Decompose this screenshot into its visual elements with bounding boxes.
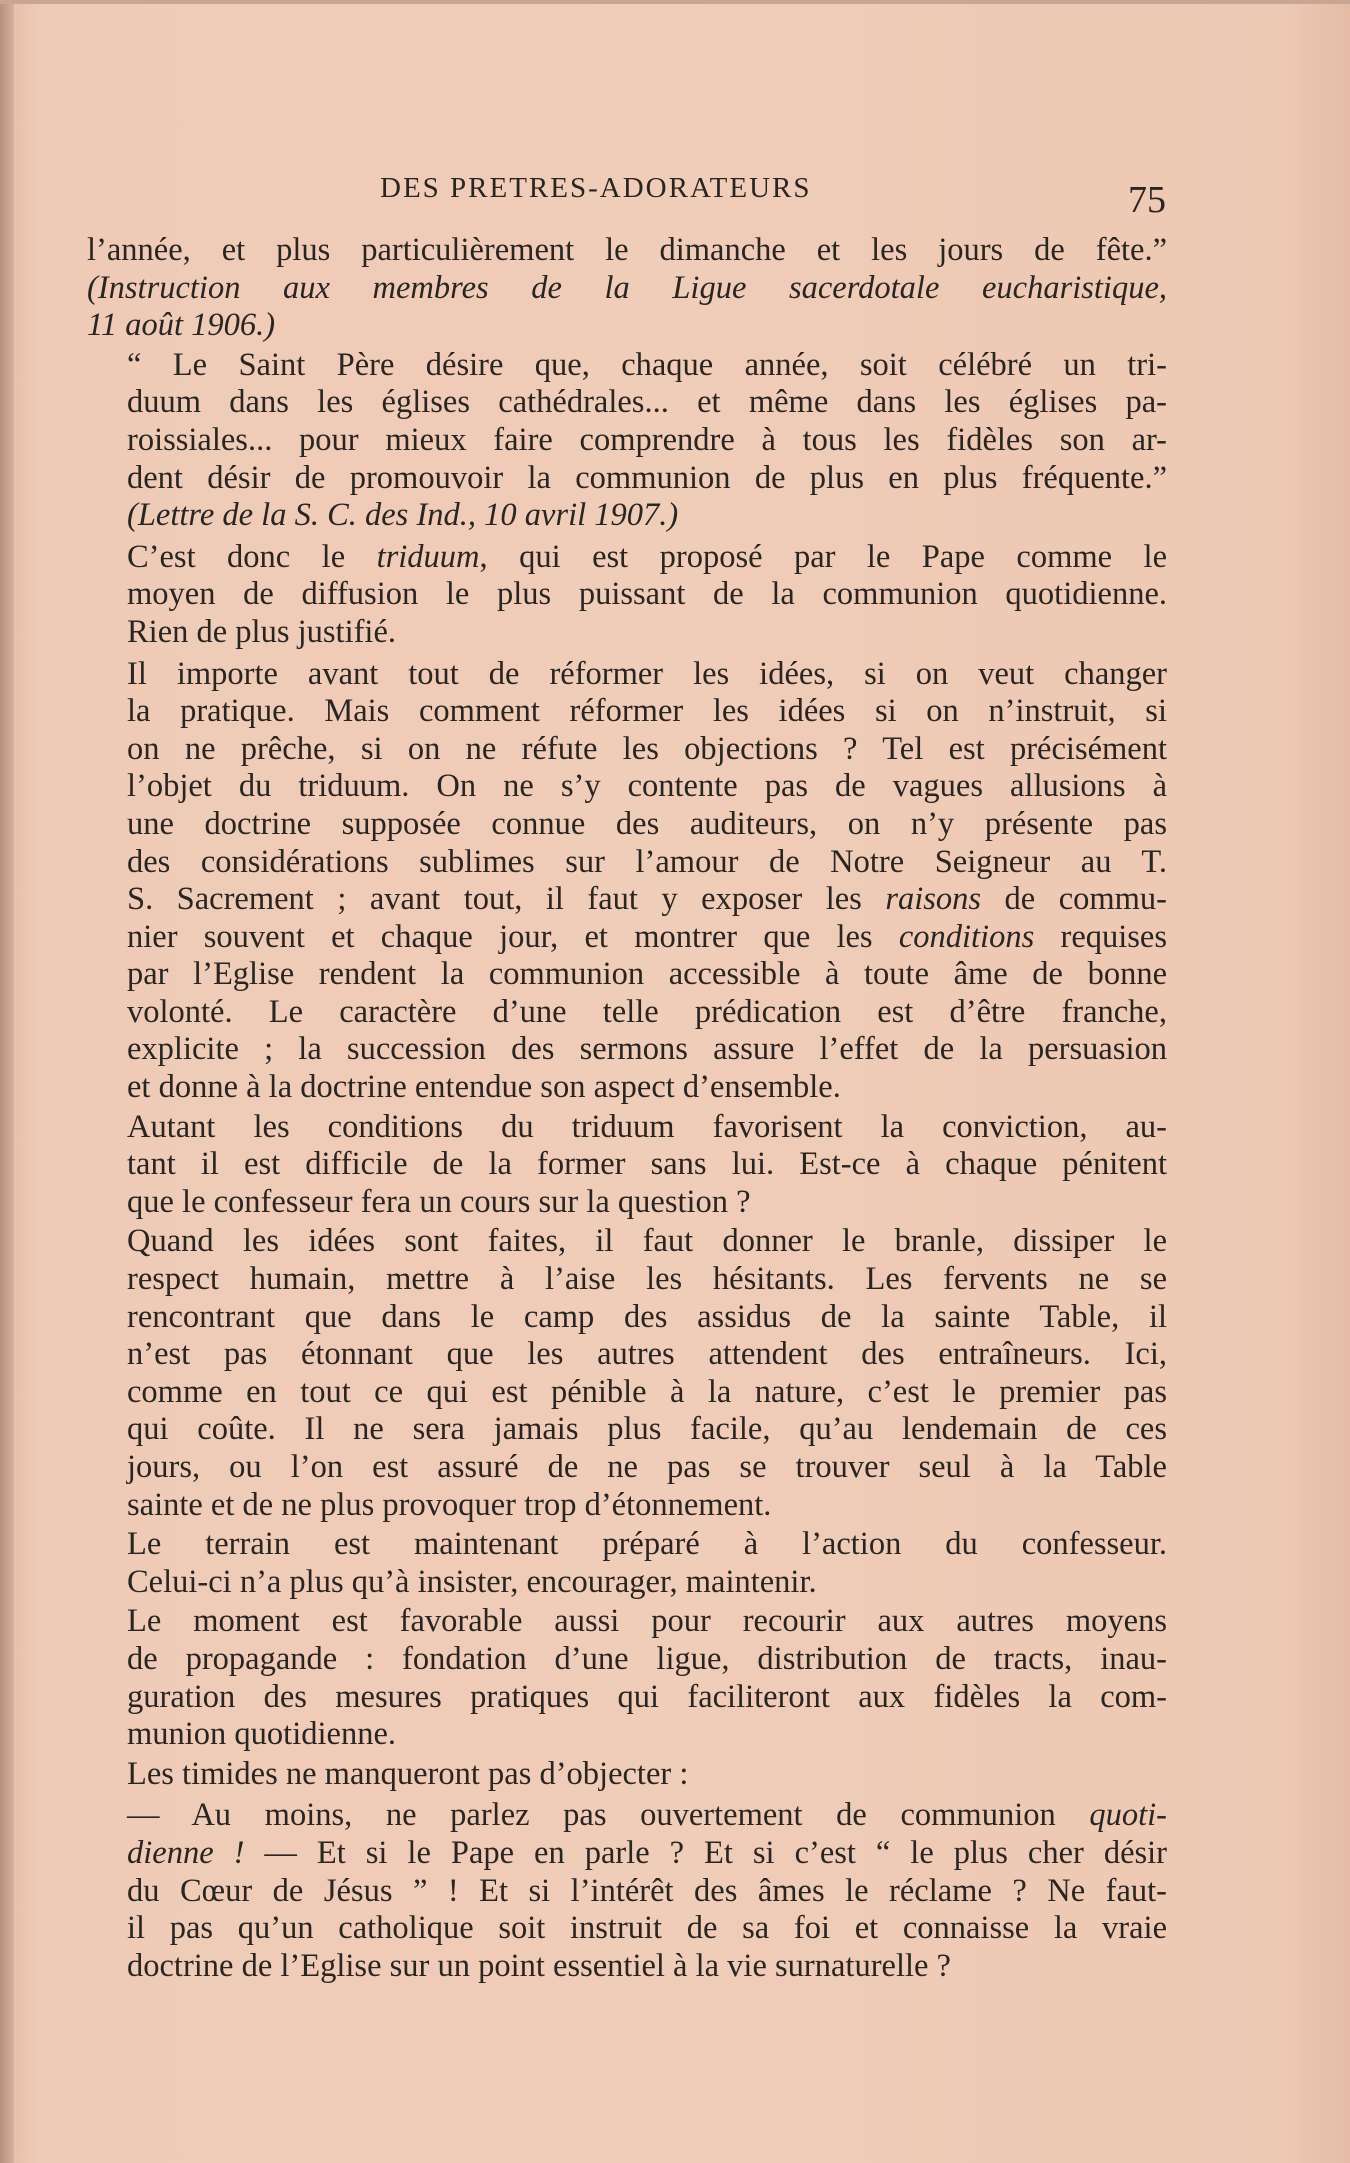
- text-line: roissiales... pour mieux faire comprendre à tous les fidèles son ar-: [127, 421, 1167, 458]
- text-line: respect humain, mettre à l’aise les hésitants. Les fervents ne se: [127, 1261, 1167, 1298]
- text-line: guration des mesures pratiques qui faciliteront aux fidèles la com-: [127, 1678, 1167, 1715]
- paragraph-1: [87, 232, 1167, 345]
- text-line: Le moment est favorable aussi pour recourir aux autres moyens: [127, 1603, 1167, 1640]
- paragraph-10: [87, 1797, 1167, 1985]
- text-line: Les timides ne manqueront pas d’objecter :: [127, 1755, 689, 1792]
- running-title: DES PRETRES-ADORATEURS: [380, 172, 812, 204]
- paragraph-8: [87, 1603, 1167, 1753]
- text-line: dent désir de promouvoir la communion de plus en plus fréquente.”: [127, 459, 1167, 496]
- page-top-edge: [0, 0, 1350, 4]
- text-line: [87, 539, 1167, 577]
- text-line: Il importe avant tout de réformer les idées, si on veut changer: [127, 655, 1167, 692]
- text-line: n’est pas étonnant que les autres attendent des entraîneurs. Ici,: [127, 1336, 1167, 1373]
- text-line: [87, 881, 1167, 919]
- paragraph-9: [87, 1756, 1167, 1794]
- text-run: — Et si le Pape en parle ? Et si c’est “ le plus cher désir: [244, 1834, 1167, 1871]
- paragraph-2: [87, 347, 1167, 535]
- text-line: Celui-ci n’a plus qu’à insister, encourager, maintenir.: [127, 1563, 817, 1600]
- text-line: rencontrant que dans le camp des assidus de la sainte Table, il: [127, 1298, 1167, 1335]
- paragraph-6: [87, 1223, 1167, 1524]
- emphasis-text: triduum: [376, 538, 480, 575]
- text-line: on ne prêche, si on ne réfute les objections ? Tel est précisément: [127, 730, 1167, 767]
- text-line: qui coûte. Il ne sera jamais plus facile, qu’au lendemain de ces: [127, 1411, 1167, 1448]
- citation-line: (Instruction aux membres de la Ligue sacerdotale eucharistique,: [87, 269, 1167, 306]
- text-run: nier souvent et chaque jour, et montrer que les: [127, 918, 899, 955]
- text-run: , qui est proposé par le Pape comme le: [479, 538, 1167, 575]
- text-line: que le confesseur fera un cours sur la question ?: [127, 1183, 751, 1220]
- text-line: du Cœur de Jésus ” ! Et si l’intérêt des âmes le réclame ? Ne faut-: [127, 1872, 1167, 1909]
- text-line: “ Le Saint Père désire que, chaque année, soit célébré un tri-: [127, 346, 1167, 383]
- emphasis-text: raisons: [885, 881, 982, 918]
- text-line: des considérations sublimes sur l’amour de Notre Seigneur au T.: [127, 843, 1167, 880]
- text-line: de propagande : fondation d’une ligue, distribution de tracts, inau-: [127, 1640, 1167, 1677]
- text-run: de commu-: [981, 881, 1167, 918]
- text-line: l’année, et plus particulièrement le dimanche et les jours de fête.”: [87, 232, 1167, 268]
- text-run: C’est donc le: [127, 538, 377, 575]
- text-run: requises: [1034, 918, 1167, 955]
- text-run: S. Sacrement ; avant tout, il faut y exposer les: [127, 881, 886, 918]
- text-line: munion quotidienne.: [127, 1716, 396, 1753]
- text-line: comme en tout ce qui est pénible à la nature, c’est le premier pas: [127, 1373, 1167, 1410]
- text-line: [87, 1797, 1167, 1835]
- page-number: 75: [1128, 179, 1166, 221]
- text-line: l’objet du triduum. On ne s’y contente pas de vagues allusions à: [127, 768, 1167, 805]
- text-line: moyen de diffusion le plus puissant de la communion quotidienne.: [127, 576, 1167, 613]
- emphasis-text: dienne !: [127, 1834, 245, 1871]
- text-line: Rien de plus justifié.: [127, 613, 396, 650]
- text-line: par l’Eglise rendent la communion accessible à toute âme de bonne: [127, 956, 1167, 993]
- book-spine-edge: [0, 0, 14, 2163]
- text-line: [87, 1835, 1167, 1873]
- text-line: la pratique. Mais comment réformer les idées si on n’instruit, si: [127, 693, 1167, 730]
- text-line: Quand les idées sont faites, il faut donner le branle, dissiper le: [127, 1223, 1167, 1260]
- text-line: tant il est difficile de la former sans lui. Est-ce à chaque pénitent: [127, 1146, 1167, 1183]
- text-run: — Au moins, ne parlez pas ouvertement de communion: [127, 1797, 1090, 1834]
- text-line: il pas qu’un catholique soit instruit de sa foi et connaisse la vraie: [127, 1910, 1167, 1947]
- emphasis-text: conditions: [898, 918, 1035, 955]
- text-line: sainte et de ne plus provoquer trop d’étonnement.: [127, 1486, 772, 1523]
- paragraph-7: [87, 1526, 1167, 1601]
- text-line: volonté. Le caractère d’une telle prédication est d’être franche,: [127, 993, 1167, 1030]
- text-line: [87, 919, 1167, 957]
- text-line: jours, ou l’on est assuré de ne pas se trouver seul à la Table: [127, 1449, 1167, 1485]
- page-body: [87, 232, 1167, 1987]
- paragraph-3: [87, 539, 1167, 652]
- text-line: et donne à la doctrine entendue son aspect d’ensemble.: [127, 1069, 841, 1106]
- text-line: duum dans les églises cathédrales... et même dans les églises pa-: [127, 384, 1167, 421]
- citation-line: (Lettre de la S. C. des Ind., 10 avril 1907.): [127, 497, 679, 534]
- text-line: une doctrine supposée connue des auditeurs, on n’y présente pas: [127, 805, 1167, 842]
- text-line: Autant les conditions du triduum favorisent la conviction, au-: [127, 1108, 1167, 1145]
- paragraph-4: [87, 656, 1167, 1107]
- emphasis-text: quoti-: [1089, 1797, 1167, 1834]
- paragraph-5: [87, 1109, 1167, 1222]
- citation-line: 11 août 1906.): [87, 307, 276, 344]
- text-line: doctrine de l’Eglise sur un point essentiel à la vie surnaturelle ?: [127, 1947, 951, 1984]
- text-line: explicite ; la succession des sermons assure l’effet de la persuasion: [127, 1031, 1167, 1068]
- text-line: Le terrain est maintenant préparé à l’action du confesseur.: [127, 1526, 1167, 1563]
